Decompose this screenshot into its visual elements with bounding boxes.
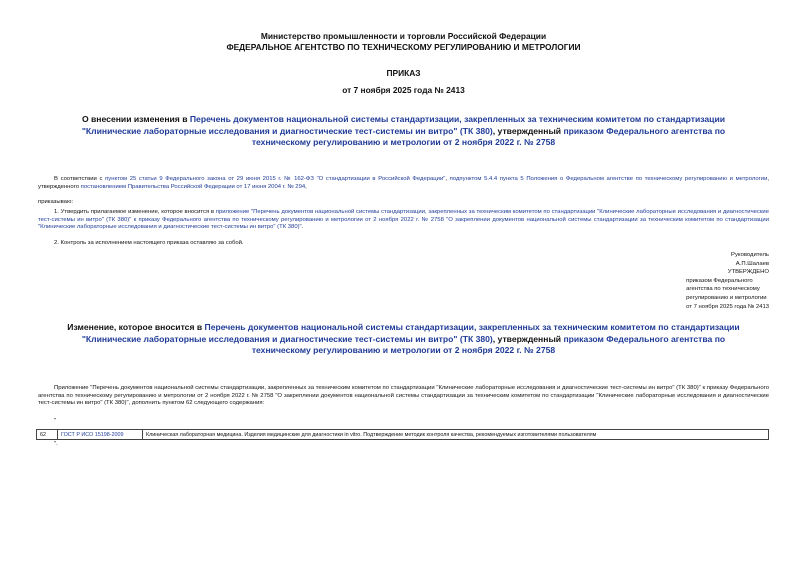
item-1-end: . [301,224,304,231]
approved-line-1: приказом Федерального [686,277,753,284]
title-link-order[interactable]: приказом Федерального агентства по техническому регулированию и метрологии от 2 ноября 2022 г. № 2758 [251,125,726,147]
approved-line-4: от 7 ноября 2025 года № 2413 [686,303,769,310]
title-mid: , утвержденный [492,125,564,136]
signature-name: А.П.Шалаев [735,260,769,267]
preamble-sep: , [445,176,450,182]
quote-open: " [54,418,57,424]
preamble-text-2: , утвержденного [38,176,769,190]
table-row [37,430,769,440]
change-paragraph: Приложение "Перечень документов национальной системы стандартизации, закрепленных за техническим комитетом по стандартизации "Клинические лабораторные исследования и диагностические тест-системы ин витро" (ТК 380)" к приказу Федерального агентства по техническому регулированию и метрологии от 2 ноября 2022 г. № 2758 "О закреплении документов национальной системы стандартизации за техническим комитетом по стандартизации "Клинические лабораторные исследования и диагностические тест-системы ин витро" (ТК 380)", дополнить пунктом 62 следующего содержания: [38,385,769,407]
appendix-link[interactable]: приложение "Перечень документов национальной системы стандартизации, закрепленных за техническим комитетом по стандартизации "Клинические лабораторные исследования и диагностические тест-системы ин витро" (ТК 380)" к приказу Федерального агентства по техническому регулированию и метрологии от 2 ноября 2022 г. № 2758 "О закреплении документов национальной системы стандартизации за техническим комитетом по стандартизации "Клинические лабораторные исследования и диагностические тест-системы ин витро" (ТК 380)" [38,209,770,231]
doc-type: ПРИКАЗ [386,68,421,78]
approved-label: УТВЕРЖДЕНО [727,269,769,276]
change-title-link-order[interactable]: приказом Федерального агентства по техническому регулированию и метрологии от 2 ноября 2022 г. № 2758 [251,333,726,355]
law-link[interactable]: пунктом 25 статьи 9 Федерального закона от 29 июня 2015 г. № 162-ФЗ "О стандартизации в Российской Федерации" [105,176,446,182]
title-prefix: О внесении изменения в [81,114,190,124]
resolution-link[interactable]: постановлением Правительства Российской Федерации от 17 июня 2004 г. № 294 [80,183,306,190]
regulation-link[interactable]: подпунктом 5.4.4 пункта 5 Положения о Федеральном агентстве по техническому регулированию и метрологии [449,176,768,182]
quote-close: ". [54,441,58,447]
change-title [60,322,747,357]
preamble-end: , [305,183,307,190]
change-title-link-list[interactable]: Перечень документов национальной системы стандартизации, закрепленных за техническим комитетом по стандартизации "Клинические лабораторные исследования и диагностические тест-системы ин витро" (ТК 380) [81,322,740,344]
order-title [60,114,747,149]
change-title-mid: , утвержденный [492,333,564,344]
signature-role: Руководитель [731,252,769,258]
table-cell-number: 62 [37,430,58,440]
title-link-list[interactable]: Перечень документов национальной системы стандартизации, закрепленных за техническим комитетом по стандартизации "Клинические лабораторные исследования и диагностические тест-системы ин витро" (ТК 380) [81,114,726,136]
item-1-text: 1. Утвердить прилагаемое изменение, которое вносится в [54,209,216,215]
signature-block [686,251,769,311]
ministry-heading: Министерство промышленности и торговли Российской Федерации [260,31,547,41]
table-cell-description: Клиническая лабораторная медицина. Изделия медицинские для диагностики in vitro. Подтверждение методик контроля качества, рекомендуемых изготовителями пользователям [143,430,769,440]
preamble-text: В соответствии с [54,176,106,182]
item-1-paragraph [38,209,769,232]
agency-heading: ФЕДЕРАЛЬНОЕ АГЕНТСТВО ПО ТЕХНИЧЕСКОМУ РЕГУЛИРОВАНИЮ И МЕТРОЛОГИИ [226,42,581,52]
approved-line-3: регулированию и метрологии [686,294,767,301]
approved-line-2: агентства по техническому [686,286,760,293]
table-cell-standard[interactable] [58,430,143,440]
doc-date: от 7 ноября 2025 года № 2413 [342,85,465,95]
standards-table [36,429,769,440]
change-title-prefix: Изменение, которое вносится в [67,322,205,332]
order-word: приказываю: [38,199,74,205]
preamble-paragraph [38,176,769,191]
item-2-paragraph: 2. Контроль за исполнением настоящего приказа оставляю за собой. [54,240,244,246]
standard-link[interactable]: ГОСТ Р ИСО 15198-2009 [61,431,124,438]
